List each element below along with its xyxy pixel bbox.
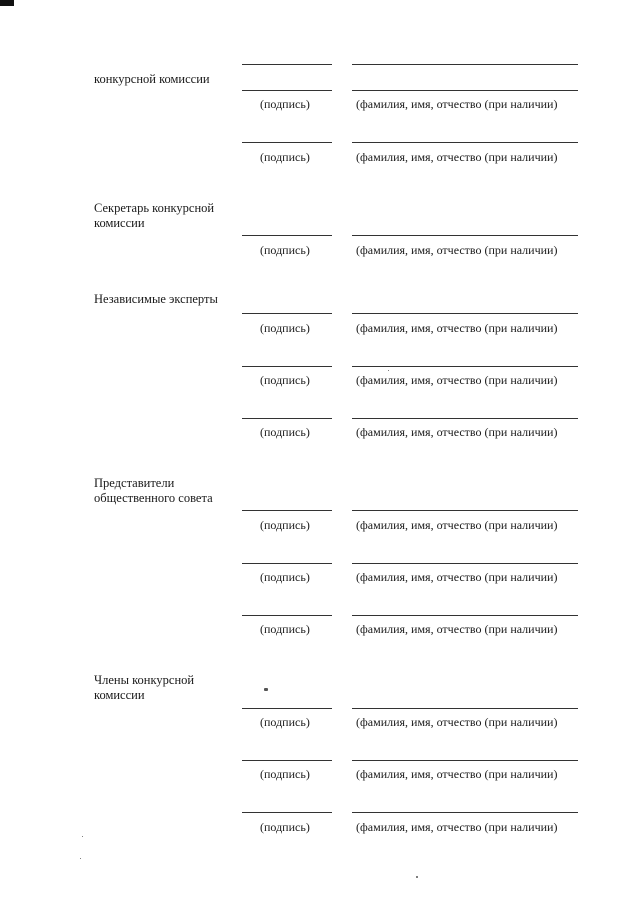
name-line xyxy=(352,235,578,236)
signature-line xyxy=(242,615,332,616)
signature-line xyxy=(242,235,332,236)
name-line xyxy=(352,366,578,367)
signature-line xyxy=(242,812,332,813)
scan-corner-mark xyxy=(0,0,14,6)
name-line xyxy=(352,812,578,813)
scan-speck xyxy=(264,688,268,691)
name-caption: (фамилия, имя, отчество (при наличии) xyxy=(356,820,558,834)
signature-line xyxy=(242,313,332,314)
name-caption: (фамилия, имя, отчество (при наличии) xyxy=(356,321,558,335)
section-label-experts: Независимые эксперты xyxy=(94,292,218,306)
signature-line xyxy=(242,64,332,65)
signature-caption: (подпись) xyxy=(260,321,310,335)
signature-caption: (подпись) xyxy=(260,373,310,387)
signature-line xyxy=(242,366,332,367)
signature-line xyxy=(242,142,332,143)
section-label-secretary: Секретарь конкурсной комиссии xyxy=(94,201,215,230)
name-caption: (фамилия, имя, отчество (при наличии) xyxy=(356,425,558,439)
name-line xyxy=(352,563,578,564)
name-caption: (фамилия, имя, отчество (при наличии) xyxy=(356,373,558,387)
name-caption: (фамилия, имя, отчество (при наличии) xyxy=(356,715,558,729)
name-caption: (фамилия, имя, отчество (при наличии) xyxy=(356,767,558,781)
signature-line xyxy=(242,563,332,564)
signature-caption: (подпись) xyxy=(260,622,310,636)
signature-caption: (подпись) xyxy=(260,97,310,111)
scan-speck xyxy=(82,836,83,837)
name-line xyxy=(352,90,578,91)
name-line xyxy=(352,708,578,709)
signature-line xyxy=(242,708,332,709)
name-line xyxy=(352,510,578,511)
signature-caption: (подпись) xyxy=(260,570,310,584)
signature-line xyxy=(242,418,332,419)
name-line xyxy=(352,313,578,314)
signature-caption: (подпись) xyxy=(260,767,310,781)
name-line xyxy=(352,142,578,143)
name-caption: (фамилия, имя, отчество (при наличии) xyxy=(356,570,558,584)
name-line xyxy=(352,64,578,65)
signature-caption: (подпись) xyxy=(260,425,310,439)
name-caption: (фамилия, имя, отчество (при наличии) xyxy=(356,622,558,636)
scan-speck xyxy=(80,858,81,859)
name-caption: (фамилия, имя, отчество (при наличии) xyxy=(356,150,558,164)
signature-caption: (подпись) xyxy=(260,243,310,257)
signature-line xyxy=(242,90,332,91)
section-label-members: Члены конкурсной комиссии xyxy=(94,673,195,702)
name-caption: (фамилия, имя, отчество (при наличии) xyxy=(356,243,558,257)
signature-caption: (подпись) xyxy=(260,150,310,164)
name-line xyxy=(352,418,578,419)
name-line xyxy=(352,615,578,616)
signature-line xyxy=(242,510,332,511)
name-caption: (фамилия, имя, отчество (при наличии) xyxy=(356,518,558,532)
signature-line xyxy=(242,760,332,761)
name-caption: (фамилия, имя, отчество (при наличии) xyxy=(356,97,558,111)
section-label-commission: конкурсной комиссии xyxy=(94,72,210,86)
scan-speck xyxy=(388,370,389,371)
signature-caption: (подпись) xyxy=(260,518,310,532)
signature-caption: (подпись) xyxy=(260,820,310,834)
scan-speck xyxy=(416,876,418,878)
signature-caption: (подпись) xyxy=(260,715,310,729)
name-line xyxy=(352,760,578,761)
section-label-public-council: Представители общественного совета xyxy=(94,476,213,505)
